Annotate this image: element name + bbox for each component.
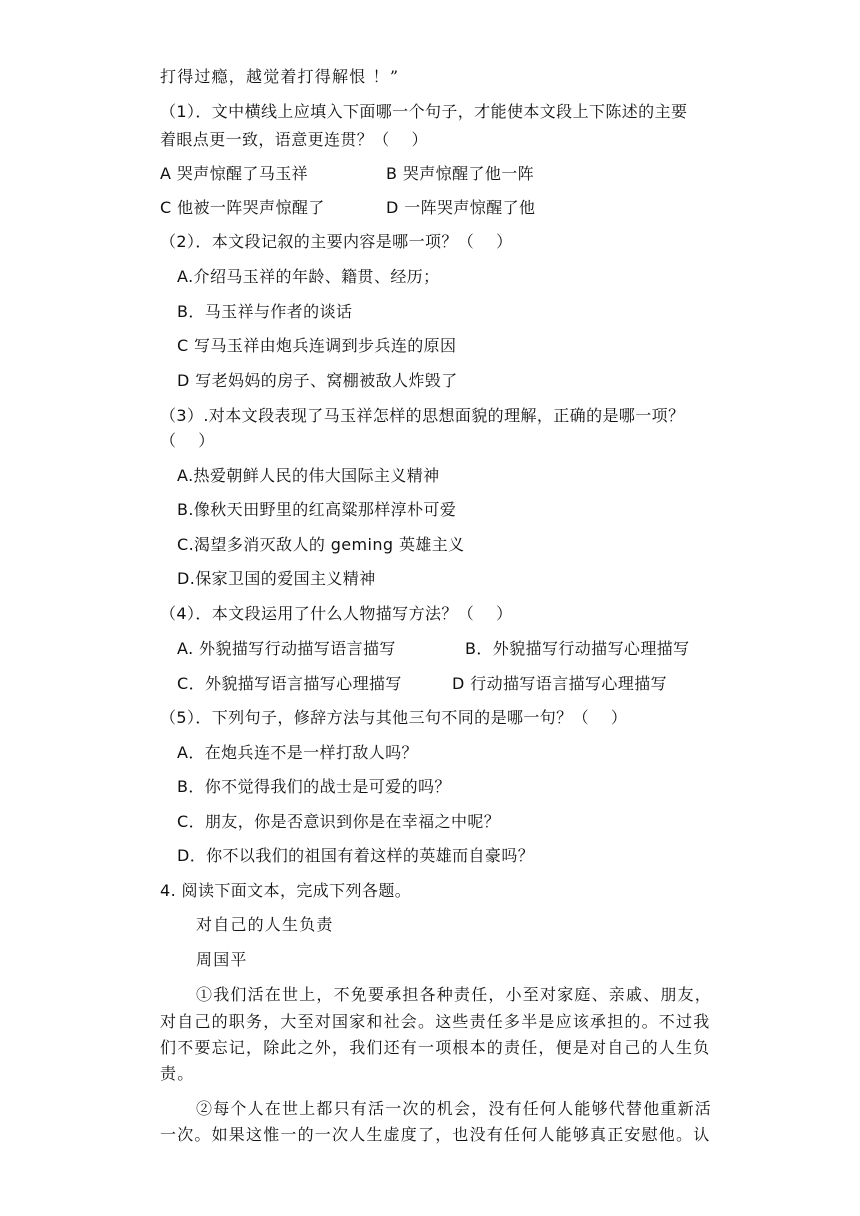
q5-option-b: B．你不觉得我们的战士是可爱的吗？ — [177, 777, 451, 796]
essay-title: 对自己的人生负责 — [196, 915, 334, 934]
q1-option-c: C 他被一阵哭声惊醒了 — [160, 198, 325, 217]
q4-stem: （4）．本文段运用了什么人物描写方法？（ ） — [160, 604, 513, 623]
q3-stem-line-2: （ ） — [160, 431, 215, 450]
essay-paragraph-2-line-1: ②每个人在世上都只有活一次的机会，没有任何人能够代替他重新活 — [196, 1099, 713, 1118]
q2-option-c: C 写马玉祥由炮兵连调到步兵连的原因 — [177, 336, 457, 355]
essay-paragraph-1-line-1: ①我们活在世上，不免要承担各种责任，小至对家庭、亲戚、朋友， — [196, 985, 713, 1004]
q2-option-d: D 写老妈妈的房子、窝棚被敌人炸毁了 — [177, 371, 458, 390]
essay-paragraph-2-line-2: 一次。如果这惟一的一次人生虚度了，也没有任何人能够真正安慰他。认 — [160, 1125, 711, 1144]
q5-stem: （5）．下列句子，修辞方法与其他三句不同的是哪一句？（ ） — [160, 708, 628, 727]
q3-option-a: A.热爱朝鲜人民的伟大国际主义精神 — [177, 466, 440, 485]
q1-option-d: D 一阵哭声惊醒了他 — [386, 198, 536, 217]
q4-option-c: C．外貌描写语言描写心理描写 — [177, 674, 402, 693]
essay-paragraph-1-line-3: 们不要忘记，除此之外，我们还有一项根本的责任，便是对自己的人生负 — [160, 1038, 711, 1057]
q2-stem: （2）．本文段记叙的主要内容是哪一项？（ ） — [160, 232, 513, 251]
q3-option-b: B.像秋天田野里的红高粱那样淳朴可爱 — [177, 500, 457, 519]
q4-option-b: B．外貌描写行动描写心理描写 — [465, 639, 690, 658]
section-4-heading: 4. 阅读下面文本，完成下列各题。 — [160, 881, 412, 900]
q3-option-c: C.渴望多消灭敌人的 geming 英雄主义 — [177, 535, 465, 554]
q2-option-b: B．马玉祥与作者的谈话 — [177, 302, 353, 321]
q4-option-a: A. 外貌描写行动描写语言描写 — [177, 639, 396, 658]
q4-option-d: D 行动描写语言描写心理描写 — [452, 674, 668, 693]
q3-option-d: D.保家卫国的爱国主义精神 — [177, 569, 376, 588]
q1-stem-line-2: 着眼点更一致，语意更连贯？（ ） — [160, 130, 428, 149]
q5-option-a: A．在炮兵连不是一样打敌人吗？ — [177, 743, 418, 762]
essay-paragraph-1-line-4: 责。 — [160, 1064, 195, 1083]
q1-option-a: A 哭声惊醒了马玉祥 — [160, 164, 309, 183]
intro-tail-line: 打得过瘾，越觉着打得解恨 ！” — [160, 67, 400, 86]
q5-option-d: D．你不以我们的祖国有着这样的英雄而自豪吗？ — [177, 846, 535, 865]
q1-option-b: B 哭声惊醒了他一阵 — [386, 164, 535, 183]
q2-option-a: A.介绍马玉祥的年龄、籍贯、经历； — [177, 267, 440, 286]
q3-stem-line-1: （3）.对本文段表现了马玉祥怎样的思想面貌的理解，正确的是哪一项？ — [160, 406, 685, 425]
q1-stem-line-1: （1）．文中横线上应填入下面哪一个句子，才能使本文段上下陈述的主要 — [160, 102, 688, 121]
essay-author: 周国平 — [196, 950, 248, 969]
essay-paragraph-1-line-2: 对自己的职务，大至对国家和社会。这些责任多半是应该承担的。不过我 — [160, 1012, 711, 1031]
q5-option-c: C．朋友，你是否意识到你是在幸福之中呢？ — [177, 812, 501, 831]
